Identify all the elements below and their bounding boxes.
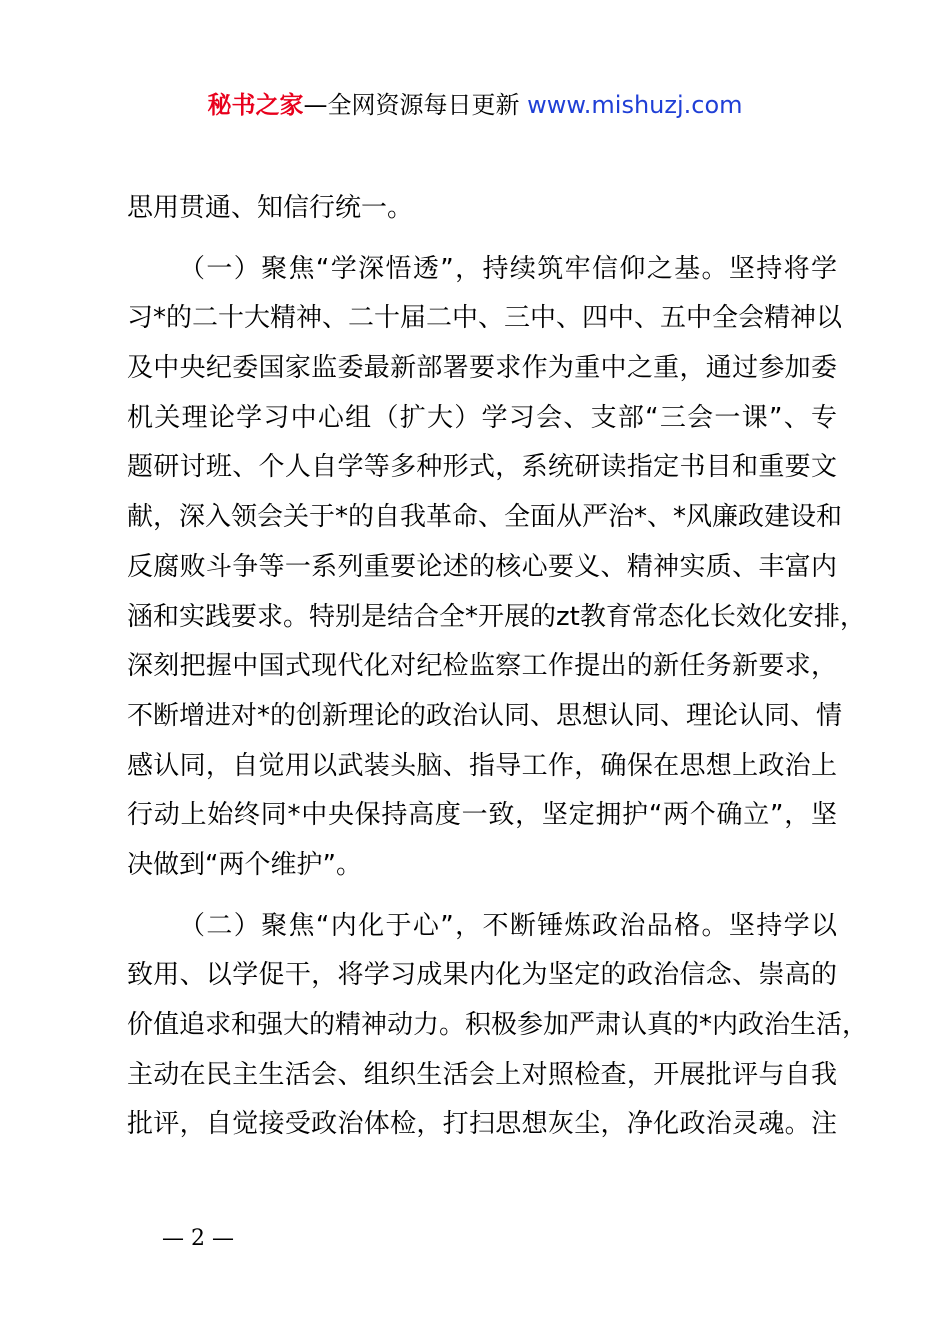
text-line: （二）聚焦“内化于心”，不断锤炼政治品格。坚持学以 [179, 910, 837, 941]
text-line: 机关理论学习中心组（扩大）学习会、支部“三会一课”、专 [127, 402, 837, 433]
text-line: 题研讨班、个人自学等多种形式，系统研读指定书目和重要文 [127, 452, 837, 483]
site-header [0, 88, 950, 122]
paragraph-section-two [127, 902, 869, 1150]
brand-name: 秘书之家 [207, 91, 304, 119]
header-slogan: —全网资源每日更新 [303, 91, 520, 119]
text-line: 反腐败斗争等一系列重要论述的核心要义、精神实质、丰富内 [127, 551, 837, 582]
text-line: 思用贯通、知信行统一。 [127, 193, 414, 223]
paragraph-continuation [127, 184, 837, 234]
text-line: 行动上始终同*中央保持高度一致，坚定拥护“两个确立”，坚 [127, 800, 837, 831]
text-line: 价值追求和强大的精神动力。积极参加严肃认真的*内政治生活， [127, 1010, 869, 1040]
text-line: 主动在民主生活会、组织生活会上对照检查，开展批评与自我 [127, 1059, 837, 1090]
text-line: 不断增进对*的创新理论的政治认同、思想认同、理论认同、情 [127, 700, 843, 731]
text-line: 致用、以学促干，将学习成果内化为坚定的政治信念、崇高的 [127, 960, 837, 991]
paragraph-section-one [127, 245, 866, 891]
document-body [127, 184, 869, 1150]
text-line: 及中央纪委国家监委最新部署要求作为重中之重，通过参加委 [127, 353, 837, 384]
text-line: 批评，自觉接受政治体检，打扫思想灰尘，净化政治灵魂。注 [127, 1109, 837, 1140]
text-line: 感认同，自觉用以武装头脑、指导工作，确保在思想上政治上 [127, 750, 837, 781]
text-line: 献，深入领会关于*的自我革命、全面从严治*、*风廉政建设和 [127, 502, 843, 533]
text-line: 决做到“两个维护”。 [127, 849, 362, 880]
site-url-link[interactable]: www.mishuzj.com [527, 91, 743, 119]
text-line: 涵和实践要求。特别是结合全*开展的zt教育常态化长效化安排， [127, 601, 866, 632]
page-number: — 2 — [162, 1226, 234, 1251]
text-line: （一）聚焦“学深悟透”，持续筑牢信仰之基。坚持将学 [179, 253, 837, 284]
text-line: 深刻把握中国式现代化对纪检监察工作提出的新任务新要求， [127, 651, 837, 682]
text-line: 习*的二十大精神、二十届二中、三中、四中、五中全会精神以 [127, 303, 843, 334]
